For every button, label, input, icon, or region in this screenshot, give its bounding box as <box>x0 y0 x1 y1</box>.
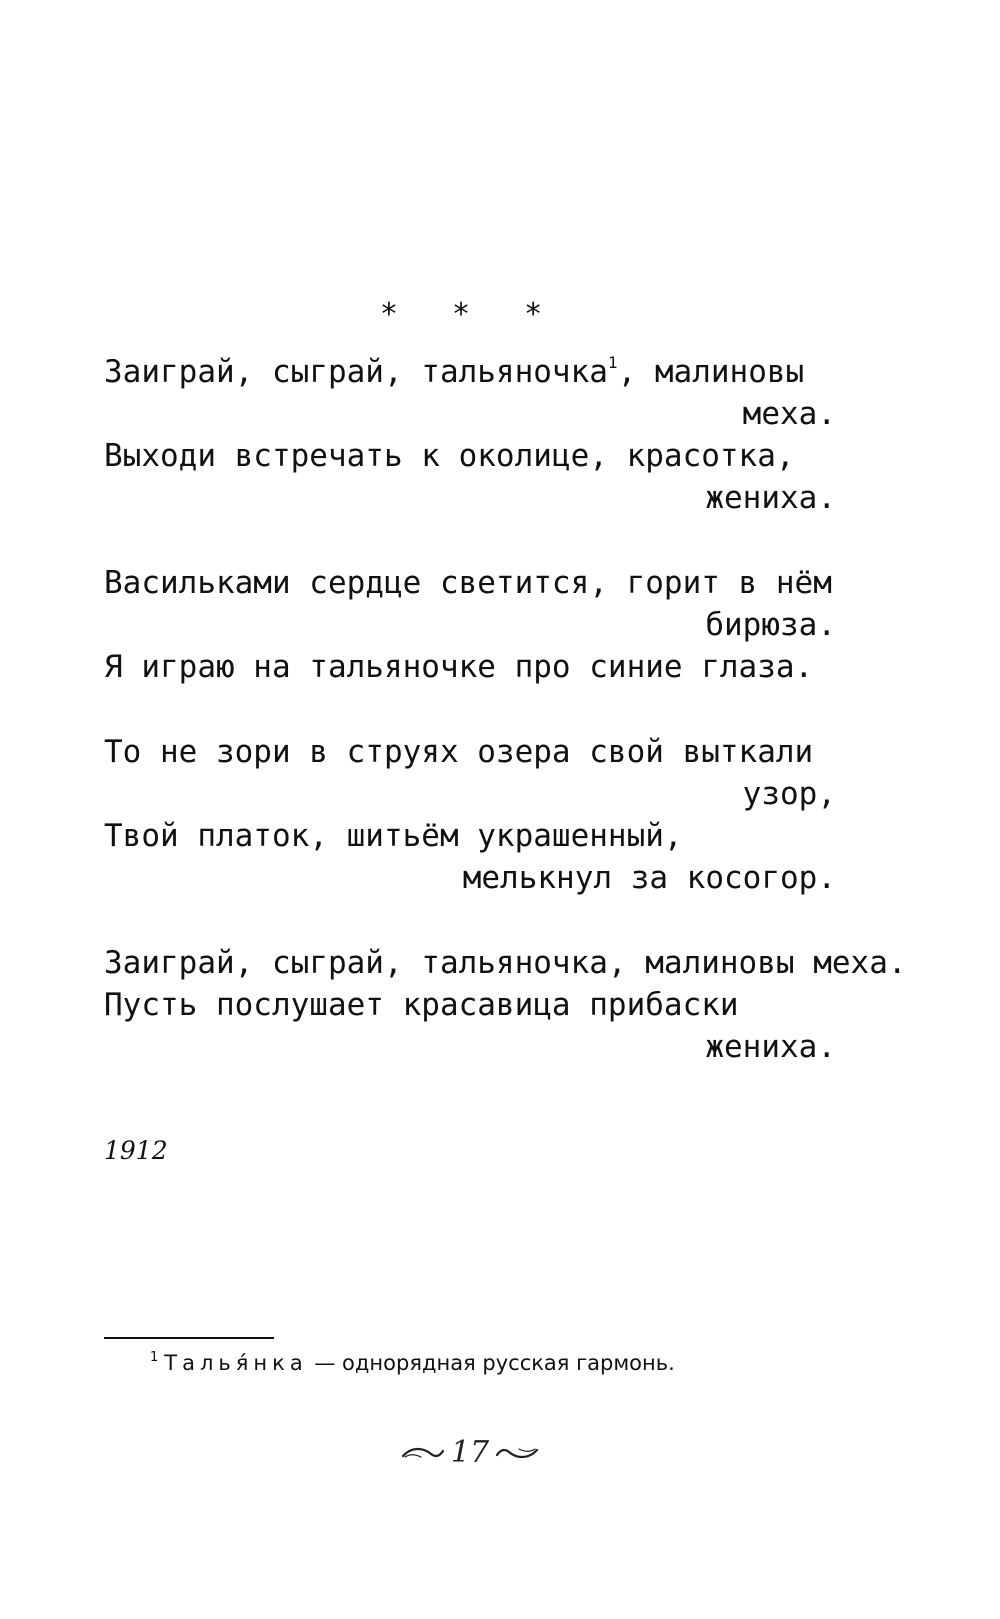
poem-year: 1912 <box>104 1136 168 1165</box>
right-swash-ornament <box>495 1443 539 1463</box>
footnote <box>150 1348 675 1378</box>
page-number-block <box>0 1435 940 1470</box>
footnote-text: — однорядная русская гармонь. <box>307 1351 675 1375</box>
footnote-number: 1 <box>150 1350 159 1365</box>
poem-line-text: , малиновы <box>617 354 805 390</box>
poem-line: То не зори в струях озера свой выткали <box>104 734 814 770</box>
section-separator: * * * <box>379 297 561 332</box>
poem-line: Васильками сердце светится, горит в нём <box>104 565 832 601</box>
poem-line: Пусть послушает красавица прибаски <box>104 987 739 1023</box>
poem-line: Заиграй, сыграй, тальяночка, малиновы меха. <box>104 945 907 981</box>
poem-line: Выходи встречать к околице, красотка, <box>104 438 795 474</box>
poem-line-continuation: жениха. <box>705 1029 836 1065</box>
poem-line: Твой платок, шитьём украшенный, <box>104 818 683 854</box>
poem-line: Я играю на тальяночке про синие глаза. <box>104 649 814 685</box>
poem-line-continuation: жениха. <box>705 480 836 516</box>
footnote-reference[interactable]: 1 <box>607 353 618 372</box>
left-swash-ornament <box>401 1443 445 1463</box>
page-number: 17 <box>450 1435 490 1470</box>
poem-line-continuation: узор, <box>742 776 836 812</box>
poem-line-continuation: меха. <box>742 396 836 432</box>
poem-line-continuation: мелькнул за косогор. <box>462 860 836 896</box>
poem-line-text: Заиграй, сыграй, тальяночка <box>104 354 608 390</box>
poem-line <box>104 352 836 392</box>
footnote-term: Талья́нка <box>164 1351 308 1375</box>
footnote-divider <box>104 1337 274 1339</box>
poem-line-continuation: бирюза. <box>705 607 836 643</box>
